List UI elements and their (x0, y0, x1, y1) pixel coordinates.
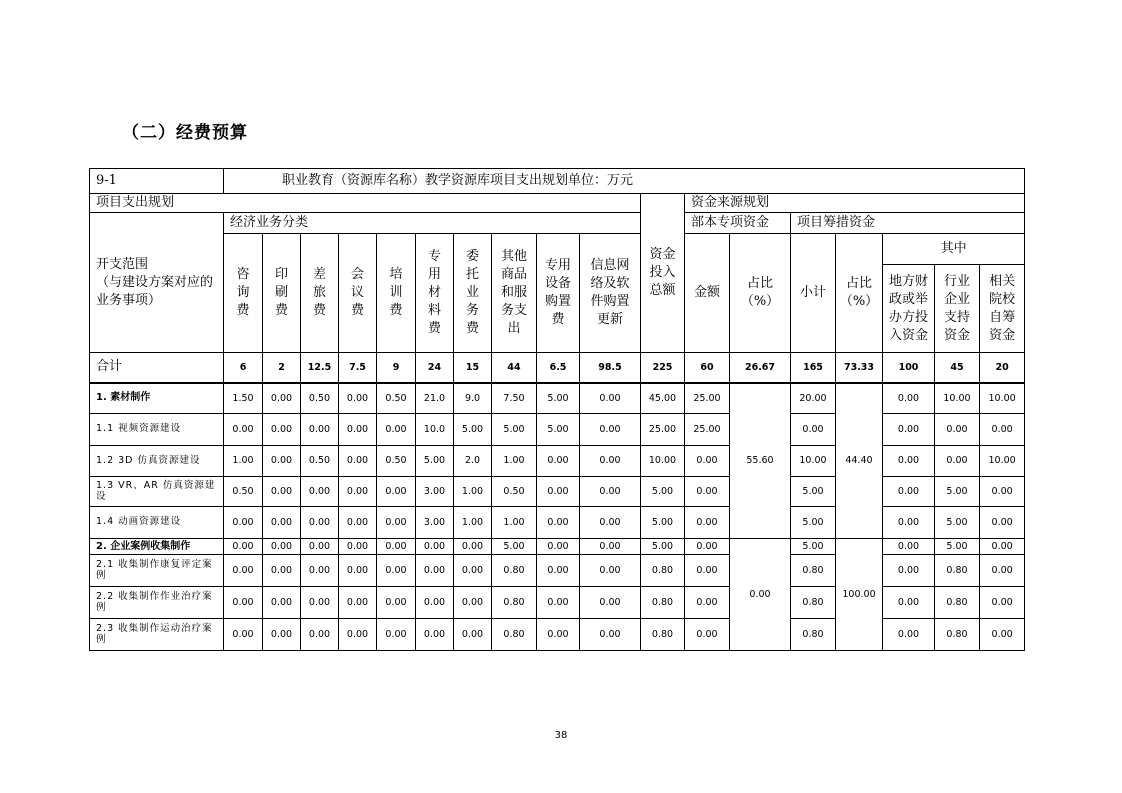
value-cell: 0.00 (301, 507, 339, 539)
value-cell: 0.00 (685, 619, 730, 651)
value-cell: 0.00 (883, 383, 935, 414)
table-row (90, 477, 1025, 507)
value-cell: 0.00 (580, 383, 641, 414)
value-cell: 20.00 (791, 383, 836, 414)
value-cell: 0.00 (224, 587, 263, 619)
value-cell: 0.80 (492, 555, 537, 587)
value-cell: 0.00 (377, 555, 416, 587)
total-cell: 15 (454, 353, 492, 383)
total-cell: 24 (416, 353, 454, 383)
total-cell: 2 (263, 353, 301, 383)
value-cell: 5.00 (537, 414, 580, 446)
value-cell: 0.50 (492, 477, 537, 507)
total-cell: 165 (791, 353, 836, 383)
value-cell: 5.00 (492, 539, 537, 555)
value-cell: 0.80 (492, 619, 537, 651)
value-cell: 0.00 (537, 477, 580, 507)
value-cell: 1.00 (224, 446, 263, 477)
header-econ-category: 经济业务分类 (224, 213, 641, 234)
value-cell: 3.00 (416, 507, 454, 539)
value-cell: 0.00 (377, 587, 416, 619)
table-row (90, 507, 1025, 539)
value-cell: 0.00 (685, 507, 730, 539)
total-cell: 6 (224, 353, 263, 383)
value-cell: 0.00 (224, 507, 263, 539)
value-cell: 1.00 (492, 446, 537, 477)
header-scope: 开支范围 （与建设方案对应的业务事项） (90, 213, 224, 353)
value-cell: 0.80 (791, 587, 836, 619)
value-cell: 0.80 (492, 587, 537, 619)
row-label: 2.3 收集制作运动治疗案例 (90, 619, 224, 651)
value-cell: 0.00 (339, 477, 377, 507)
header-material: 专 用 材 料 费 (416, 234, 454, 353)
total-cell: 98.5 (580, 353, 641, 383)
value-cell: 0.00 (537, 507, 580, 539)
value-cell: 25.00 (685, 383, 730, 414)
row-label: 1. 素材制作 (90, 383, 224, 414)
value-cell: 5.00 (791, 507, 836, 539)
value-cell: 0.00 (791, 414, 836, 446)
row-label: 1.2 3D 仿真资源建设 (90, 446, 224, 477)
value-cell: 0.00 (377, 477, 416, 507)
value-cell: 0.50 (301, 383, 339, 414)
value-cell: 0.00 (883, 414, 935, 446)
value-cell: 0.00 (980, 619, 1025, 651)
row-label: 2.2 收集制作作业治疗案例 (90, 587, 224, 619)
value-cell: 0.00 (685, 477, 730, 507)
header-consult: 咨 询 费 (224, 234, 263, 353)
header-ratio1: 占比 （%） (730, 234, 791, 353)
value-cell: 0.80 (791, 619, 836, 651)
header-other-goods: 其他 商品 和服 务支 出 (492, 234, 537, 353)
total-label: 合计 (90, 353, 224, 383)
value-cell: 0.00 (580, 587, 641, 619)
value-cell: 0.00 (935, 414, 980, 446)
value-cell: 0.00 (339, 555, 377, 587)
value-cell: 1.00 (454, 477, 492, 507)
header-qizhong: 其中 (883, 234, 1025, 265)
value-cell: 0.00 (416, 587, 454, 619)
value-cell: 0.00 (980, 507, 1025, 539)
value-cell: 0.00 (301, 587, 339, 619)
value-cell: 0.00 (685, 539, 730, 555)
value-cell: 0.00 (883, 619, 935, 651)
value-cell: 0.00 (339, 383, 377, 414)
value-cell: 0.00 (537, 446, 580, 477)
header-print: 印 刷 费 (263, 234, 301, 353)
value-cell: 0.00 (685, 446, 730, 477)
value-cell: 0.50 (377, 383, 416, 414)
value-cell: 0.80 (641, 555, 685, 587)
value-cell: 0.00 (263, 539, 301, 555)
value-cell: 0.80 (935, 555, 980, 587)
value-cell: 5.00 (935, 477, 980, 507)
value-cell: 0.00 (339, 539, 377, 555)
value-cell: 0.00 (935, 446, 980, 477)
header-ratio2: 占比 （%） (836, 234, 883, 353)
value-cell: 0.00 (263, 619, 301, 651)
value-cell: 0.00 (537, 587, 580, 619)
total-cell: 44 (492, 353, 537, 383)
value-cell: 5.00 (791, 539, 836, 555)
header-travel: 差 旅 费 (301, 234, 339, 353)
value-cell: 0.00 (883, 477, 935, 507)
ratio1-cell: 0.00 (730, 539, 791, 651)
value-cell: 0.00 (224, 619, 263, 651)
value-cell: 0.00 (537, 555, 580, 587)
value-cell: 10.0 (416, 414, 454, 446)
value-cell: 0.00 (454, 587, 492, 619)
value-cell: 5.00 (641, 507, 685, 539)
total-cell: 12.5 (301, 353, 339, 383)
value-cell: 1.00 (492, 507, 537, 539)
value-cell: 10.00 (935, 383, 980, 414)
value-cell: 0.00 (224, 414, 263, 446)
value-cell: 0.00 (980, 539, 1025, 555)
value-cell: 0.00 (980, 477, 1025, 507)
row-label: 2. 企业案例收集制作 (90, 539, 224, 555)
value-cell: 0.00 (263, 555, 301, 587)
value-cell: 0.00 (580, 507, 641, 539)
total-cell: 100 (883, 353, 935, 383)
value-cell: 0.00 (339, 414, 377, 446)
total-cell: 225 (641, 353, 685, 383)
total-cell: 26.67 (730, 353, 791, 383)
value-cell: 5.00 (454, 414, 492, 446)
header-entrust: 委 托 业 务 费 (454, 234, 492, 353)
header-amount: 金额 (685, 234, 730, 353)
value-cell: 0.00 (883, 446, 935, 477)
value-cell: 0.00 (224, 555, 263, 587)
value-cell: 0.00 (537, 539, 580, 555)
row-label: 1.3 VR、AR 仿真资源建设 (90, 477, 224, 507)
value-cell: 3.00 (416, 477, 454, 507)
value-cell: 0.00 (263, 477, 301, 507)
header-school: 相关 院校 自筹 资金 (980, 265, 1025, 353)
value-cell: 0.00 (580, 414, 641, 446)
value-cell: 0.00 (263, 507, 301, 539)
table-row (90, 539, 1025, 555)
header-total: 资金 投入 总额 (641, 194, 685, 353)
value-cell: 0.00 (377, 414, 416, 446)
table-id: 9-1 (90, 169, 224, 194)
header-equip: 专用 设备 购置 费 (537, 234, 580, 353)
value-cell: 0.00 (301, 539, 339, 555)
value-cell: 0.00 (339, 587, 377, 619)
value-cell: 0.00 (339, 619, 377, 651)
value-cell: 0.80 (935, 619, 980, 651)
value-cell: 25.00 (685, 414, 730, 446)
table-caption: 职业教育（资源库名称）教学资源库项目支出规划单位：万元 (224, 169, 1025, 194)
header-industry: 行业 企业 支持 资金 (935, 265, 980, 353)
value-cell: 25.00 (641, 414, 685, 446)
row-label: 2.1 收集制作康复评定案例 (90, 555, 224, 587)
value-cell: 0.00 (980, 555, 1025, 587)
value-cell: 0.00 (883, 555, 935, 587)
value-cell: 5.00 (492, 414, 537, 446)
value-cell: 0.00 (263, 414, 301, 446)
section-title: （二）经费预算 (122, 123, 248, 143)
value-cell: 0.00 (883, 587, 935, 619)
value-cell: 0.80 (641, 587, 685, 619)
total-cell: 6.5 (537, 353, 580, 383)
table-row (90, 446, 1025, 477)
value-cell: 0.00 (339, 446, 377, 477)
value-cell: 0.00 (416, 555, 454, 587)
page-number: 38 (554, 730, 568, 741)
table-body (90, 383, 1025, 651)
value-cell: 0.00 (454, 539, 492, 555)
row-label: 1.4 动画资源建设 (90, 507, 224, 539)
table-row (90, 555, 1025, 587)
value-cell: 7.50 (492, 383, 537, 414)
value-cell: 21.0 (416, 383, 454, 414)
value-cell: 0.00 (685, 587, 730, 619)
value-cell: 5.00 (935, 539, 980, 555)
value-cell: 0.00 (454, 619, 492, 651)
value-cell: 0.80 (935, 587, 980, 619)
value-cell: 10.00 (980, 383, 1025, 414)
value-cell: 0.00 (980, 414, 1025, 446)
value-cell: 0.00 (685, 555, 730, 587)
table-row (90, 414, 1025, 446)
value-cell: 0.00 (883, 539, 935, 555)
value-cell: 10.00 (641, 446, 685, 477)
value-cell: 10.00 (791, 446, 836, 477)
value-cell: 0.50 (224, 477, 263, 507)
header-expense-plan: 项目支出规划 (90, 194, 641, 213)
ratio1-cell: 55.60 (730, 383, 791, 539)
value-cell: 0.00 (416, 619, 454, 651)
value-cell: 0.00 (580, 446, 641, 477)
value-cell: 5.00 (935, 507, 980, 539)
value-cell: 5.00 (641, 477, 685, 507)
table-row (90, 619, 1025, 651)
value-cell: 0.00 (980, 587, 1025, 619)
table-row (90, 383, 1025, 414)
value-cell: 0.00 (416, 539, 454, 555)
value-cell: 0.00 (580, 619, 641, 651)
value-cell: 0.50 (377, 446, 416, 477)
value-cell: 0.00 (883, 507, 935, 539)
total-cell: 73.33 (836, 353, 883, 383)
total-cell: 9 (377, 353, 416, 383)
value-cell: 0.80 (791, 555, 836, 587)
value-cell: 0.00 (580, 555, 641, 587)
value-cell: 0.00 (224, 539, 263, 555)
value-cell: 0.00 (454, 555, 492, 587)
value-cell: 5.00 (641, 539, 685, 555)
header-it: 信息网 络及软 件购置 更新 (580, 234, 641, 353)
value-cell: 0.00 (301, 555, 339, 587)
ratio2-cell: 44.40 (836, 383, 883, 539)
total-cell: 60 (685, 353, 730, 383)
value-cell: 0.00 (301, 619, 339, 651)
value-cell: 0.80 (641, 619, 685, 651)
value-cell: 45.00 (641, 383, 685, 414)
value-cell: 5.00 (416, 446, 454, 477)
header-local: 地方财 政或举 办方投 入资金 (883, 265, 935, 353)
value-cell: 5.00 (791, 477, 836, 507)
value-cell: 0.00 (580, 477, 641, 507)
value-cell: 0.00 (301, 477, 339, 507)
header-ministry-fund: 部本专项资金 (685, 213, 791, 234)
value-cell: 0.00 (339, 507, 377, 539)
total-cell: 7.5 (339, 353, 377, 383)
table-row (90, 587, 1025, 619)
row-label: 1.1 视频资源建设 (90, 414, 224, 446)
value-cell: 0.00 (263, 446, 301, 477)
total-cell: 20 (980, 353, 1025, 383)
total-cell: 45 (935, 353, 980, 383)
value-cell: 0.00 (377, 507, 416, 539)
header-meeting: 会 议 费 (339, 234, 377, 353)
value-cell: 0.00 (377, 539, 416, 555)
value-cell: 2.0 (454, 446, 492, 477)
value-cell: 0.00 (263, 383, 301, 414)
header-subtotal: 小计 (791, 234, 836, 353)
value-cell: 1.50 (224, 383, 263, 414)
value-cell: 0.50 (301, 446, 339, 477)
header-project-fund: 项目筹措资金 (791, 213, 1025, 234)
header-fund-source-plan: 资金来源规划 (685, 194, 1025, 213)
header-training: 培 训 费 (377, 234, 416, 353)
value-cell: 0.00 (301, 414, 339, 446)
value-cell: 0.00 (537, 619, 580, 651)
ratio2-cell: 100.00 (836, 539, 883, 651)
value-cell: 0.00 (377, 619, 416, 651)
value-cell: 0.00 (580, 539, 641, 555)
value-cell: 5.00 (537, 383, 580, 414)
value-cell: 9.0 (454, 383, 492, 414)
value-cell: 10.00 (980, 446, 1025, 477)
value-cell: 1.00 (454, 507, 492, 539)
value-cell: 0.00 (263, 587, 301, 619)
budget-table (89, 168, 1025, 651)
